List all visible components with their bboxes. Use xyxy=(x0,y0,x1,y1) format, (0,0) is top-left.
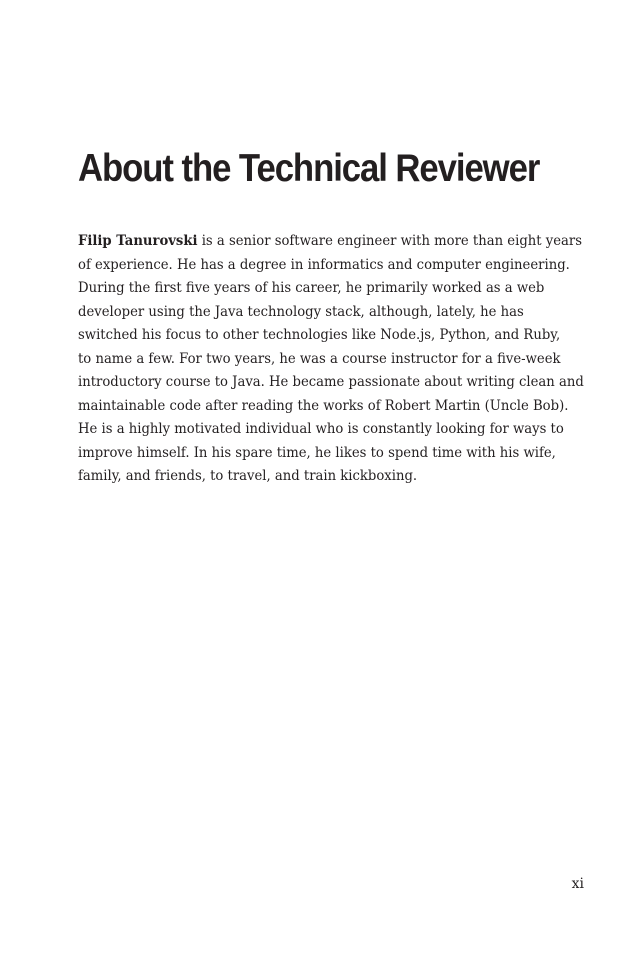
reviewer-name: Filip Tanurovski xyxy=(78,233,198,249)
bio-line-10: improve himself. In his spare time, he likes to spend time with his wife, xyxy=(78,444,556,461)
bio-line-9: He is a highly motivated individual who is constantly looking for ways to xyxy=(78,421,564,437)
page-number: xi xyxy=(571,876,584,892)
page-title: About the Technical Reviewer xyxy=(78,147,540,190)
bio-line-2: of experience. He has a degree in informatics and computer engineering. xyxy=(78,256,570,273)
bio-line-text: is a senior software engineer with more than eight years xyxy=(197,233,582,249)
bio-line-4: developer using the Java technology stack, although, lately, he has xyxy=(78,303,524,320)
bio-line-6: to name a few. For two years, he was a course instructor for a five-week xyxy=(78,350,561,367)
bio-line-11: family, and friends, to travel, and train kickboxing. xyxy=(78,468,418,484)
bio-line-7: introductory course to Java. He became passionate about writing clean and xyxy=(78,374,584,390)
bio-line-8: maintainable code after reading the works of Robert Martin (Uncle Bob). xyxy=(78,397,569,414)
reviewer-bio-paragraph xyxy=(78,230,598,489)
bio-line-3: During the first five years of his career, he primarily worked as a web xyxy=(78,280,545,296)
bio-line-1 xyxy=(78,230,582,254)
bio-line-5: switched his focus to other technologies like Node.js, Python, and Ruby, xyxy=(78,327,561,343)
